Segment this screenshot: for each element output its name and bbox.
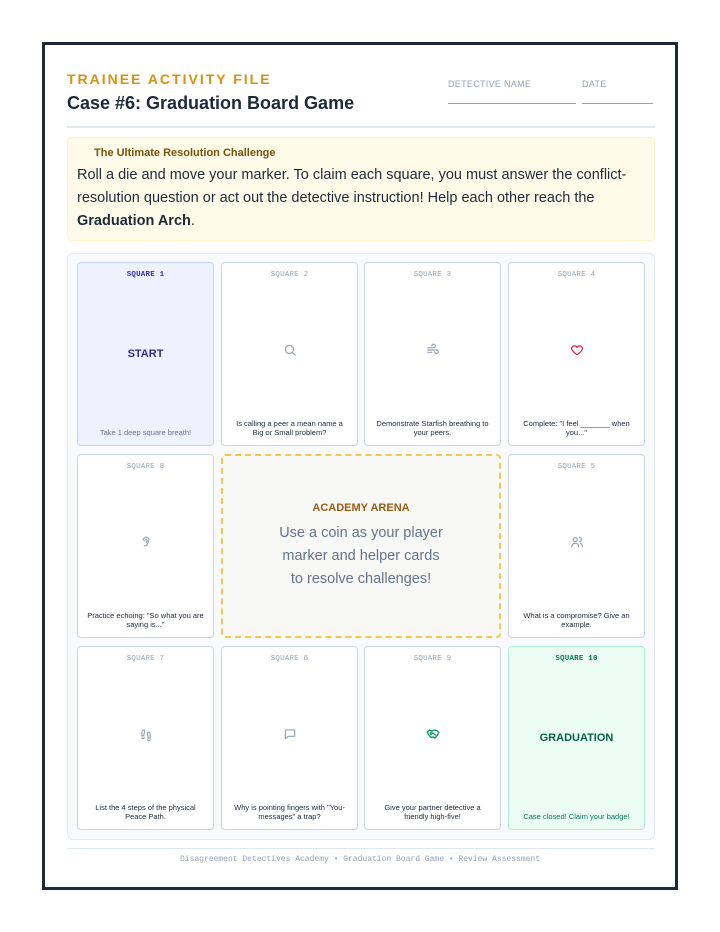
handshake-icon: [426, 727, 440, 741]
arena-line: to resolve challenges!: [290, 571, 432, 587]
square-caption: What is a compromise? Give an example.: [523, 611, 630, 629]
square-label: SQUARE 10: [555, 655, 598, 663]
arena-title: ACADEMY ARENA: [312, 502, 410, 514]
header-divider: [67, 126, 655, 128]
instructions-text-end: .: [190, 213, 195, 229]
arena-line: Use a coin as your player: [279, 525, 443, 541]
date-line: [582, 103, 653, 104]
square-label: SQUARE 4: [557, 271, 596, 279]
start-label: START: [127, 348, 164, 360]
square-label: SQUARE 5: [557, 463, 596, 471]
date-label: DATE: [582, 79, 607, 89]
square-5[interactable]: [508, 454, 645, 638]
square-1[interactable]: [77, 262, 214, 446]
square-caption: Complete: "I feel _______ when you...": [523, 419, 630, 437]
detective-name-label: DETECTIVE NAME: [448, 79, 532, 89]
footprints-icon: [139, 727, 153, 741]
square-caption: Is calling a peer a mean name a Big or Small problem?: [236, 419, 343, 437]
arena-instructions: [243, 522, 479, 591]
square-9[interactable]: [364, 646, 501, 830]
detective-name-field[interactable]: [448, 79, 576, 104]
footer-divider: [67, 848, 655, 849]
academy-arena: [221, 454, 501, 638]
heart-icon: [570, 343, 584, 357]
instructions-heading: The Ultimate Resolution Challenge: [94, 147, 276, 159]
instructions-text-bold: Graduation Arch: [77, 213, 191, 229]
square-10[interactable]: [508, 646, 645, 830]
users-icon: [570, 535, 584, 549]
square-caption: Case closed! Claim your badge!: [523, 812, 630, 821]
square-label: SQUARE 2: [270, 271, 309, 279]
game-board: [67, 253, 655, 840]
square-label: SQUARE 6: [270, 655, 309, 663]
chat-icon: [283, 727, 297, 741]
wind-icon: [426, 343, 440, 357]
square-label: SQUARE 8: [126, 463, 165, 471]
detective-name-line: [448, 103, 576, 104]
page-footer: Disagreement Detectives Academy • Graduation Board Game • Review Assessment: [179, 855, 541, 864]
instructions-text: [77, 164, 637, 233]
square-caption: Take 1 deep square breath!: [99, 428, 192, 437]
square-label: SQUARE 3: [413, 271, 452, 279]
page-title: Case #6: Graduation Board Game: [67, 93, 355, 113]
instructions-box: [67, 137, 655, 241]
ear-icon: [139, 535, 153, 549]
square-label: SQUARE 1: [126, 271, 165, 279]
square-4[interactable]: [508, 262, 645, 446]
graduation-label: GRADUATION: [539, 732, 614, 744]
square-label: SQUARE 7: [126, 655, 165, 663]
square-8[interactable]: [77, 454, 214, 638]
square-label: SQUARE 9: [413, 655, 452, 663]
date-field[interactable]: [582, 79, 653, 104]
square-7[interactable]: [77, 646, 214, 830]
square-caption: Why is pointing fingers with "You-messages" a trap?: [234, 803, 345, 821]
arena-line: marker and helper cards: [282, 548, 440, 564]
square-caption: Practice echoing: "So what you are saying is...": [87, 611, 204, 629]
square-caption: Give your partner detective a friendly high-five!: [384, 803, 481, 821]
square-caption: Demonstrate Starfish breathing to your peers.: [376, 419, 489, 437]
activity-sheet: [42, 42, 678, 890]
square-3[interactable]: [364, 262, 501, 446]
square-6[interactable]: [221, 646, 358, 830]
square-caption: List the 4 steps of the physical Peace Path.: [95, 803, 196, 821]
square-2[interactable]: [221, 262, 358, 446]
file-eyebrow: TRAINEE ACTIVITY FILE: [67, 71, 272, 87]
instructions-text-main: Roll a die and move your marker. To claim each square, you must answer the conflict-resolution question or act out the detective instruction! Help each other reach the: [77, 167, 627, 206]
sheet-header: [67, 69, 655, 129]
magnifier-icon: [283, 343, 297, 357]
